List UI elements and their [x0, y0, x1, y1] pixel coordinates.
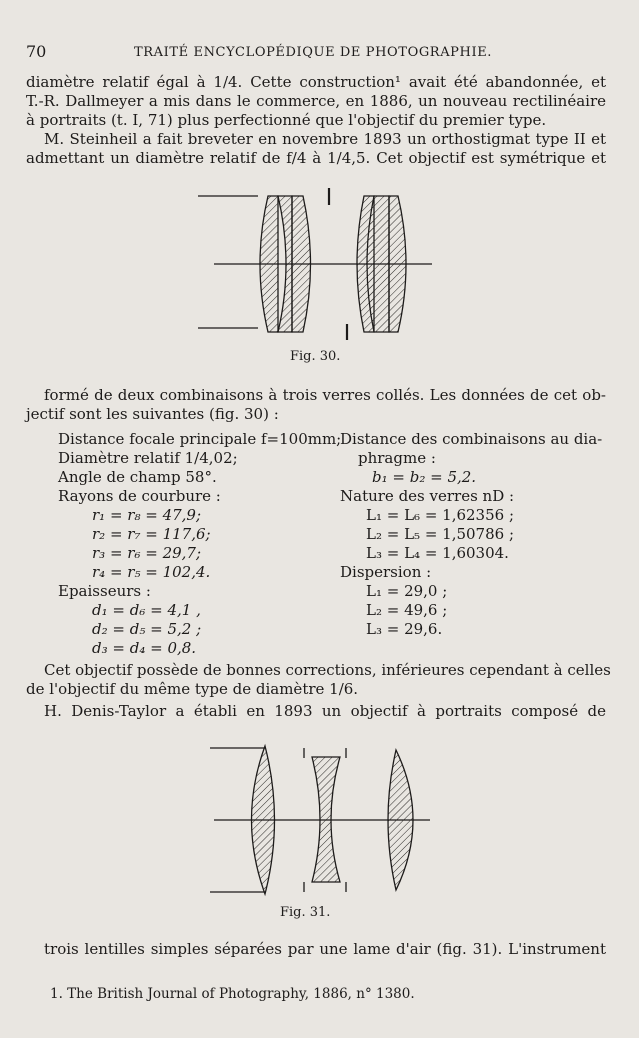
- spec-left: r₂ = r₇ = 117,6;: [92, 525, 211, 543]
- fig31-caption: Fig. 31.: [280, 905, 331, 920]
- spec-left: d₃ = d₄ = 0,8.: [92, 639, 197, 657]
- spec-left: Rayons de courbure :: [58, 487, 221, 505]
- body-line: diamètre relatif égal à 1/4. Cette construction¹ avait été abandonnée, et: [26, 73, 606, 91]
- spec-left: r₄ = r₅ = 102,4.: [92, 563, 211, 581]
- spec-left: Angle de champ 58°.: [58, 468, 217, 486]
- footnote: 1. The British Journal of Photography, 1886, n° 1380.: [50, 986, 415, 1002]
- body-line: admettant un diamètre relatif de f/4 à 1/4,5. Cet objectif est symétrique et: [26, 149, 606, 167]
- spec-left: r₃ = r₆ = 29,7;: [92, 544, 202, 562]
- spec-right: L₁ = 29,0 ;: [366, 582, 448, 600]
- body-line: à portraits (t. I, 71) plus perfectionné que l'objectif du premier type.: [26, 111, 547, 129]
- body-line: de l'objectif du même type de diamètre 1/6.: [26, 680, 359, 698]
- body-line: T.-R. Dallmeyer a mis dans le commerce, en 1886, un nouveau rectilinéaire: [26, 92, 606, 110]
- body-line: M. Steinheil a fait breveter en novembre 1893 un orthostigmat type II et: [44, 130, 606, 148]
- spec-right: Dispersion :: [340, 563, 432, 581]
- body-line: Cet objectif possède de bonnes corrections, inférieures cependant à celles: [44, 661, 611, 679]
- spec-right: L₁ = L₆ = 1,62356 ;: [366, 506, 515, 524]
- spec-left: Epaisseurs :: [58, 582, 151, 600]
- spec-right: L₃ = L₄ = 1,60304.: [366, 544, 509, 562]
- spec-left: Diamètre relatif 1/4,02;: [58, 449, 238, 467]
- page-number: 70: [26, 42, 47, 61]
- spec-right: L₂ = 49,6 ;: [366, 601, 448, 619]
- spec-left: d₁ = d₆ = 4,1 ,: [92, 601, 201, 619]
- spec-right: L₃ = 29,6.: [366, 620, 443, 638]
- body-line: formé de deux combinaisons à trois verres collés. Les données de cet ob-: [44, 386, 606, 404]
- spec-right: Distance des combinaisons au dia-: [340, 430, 603, 448]
- spec-left: d₂ = d₅ = 5,2 ;: [92, 620, 202, 638]
- body-line: jectif sont les suivantes (fig. 30) :: [26, 405, 279, 423]
- body-line: trois lentilles simples séparées par une lame d'air (fig. 31). L'instrument: [44, 940, 606, 958]
- spec-right: L₂ = L₅ = 1,50786 ;: [366, 525, 515, 543]
- running-title: TRAITÉ ENCYCLOPÉDIQUE DE PHOTOGRAPHIE.: [134, 45, 493, 60]
- spec-right: Nature des verres nD :: [340, 487, 515, 505]
- spec-left: Distance focale principale f=100mm;: [58, 430, 342, 448]
- spec-right: b₁ = b₂ = 5,2.: [372, 468, 477, 486]
- spec-left: r₁ = r₈ = 47,9;: [92, 506, 202, 524]
- body-line: H. Denis-Taylor a établi en 1893 un objectif à portraits composé de: [44, 702, 606, 720]
- spec-right: phragme :: [358, 449, 436, 467]
- fig30-caption: Fig. 30.: [290, 349, 341, 364]
